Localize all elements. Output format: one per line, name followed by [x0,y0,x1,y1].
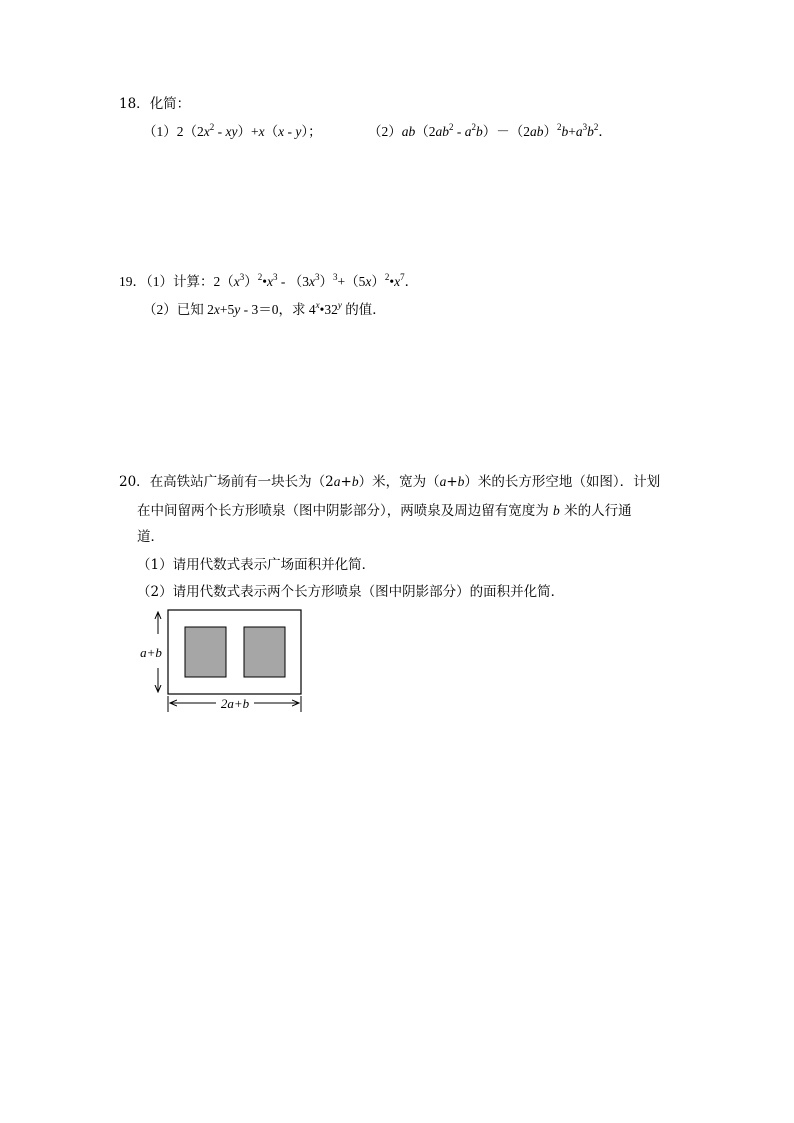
q18-part1: $(1)2(2x^2 - xy)+x(x - y)$； [143,121,322,139]
q20-line3: 道． [137,529,164,545]
q19-part1-label: （1）计算： [146,274,214,289]
q18-title: 化简： [149,96,191,112]
q19-part1: 19．（1）计算：$2(x^3)^2•x^3$ - $(3x^3)^3+(5x)^2•x^7$． [119,271,419,289]
fountain-right [244,627,285,677]
q20-number: 20． [119,474,150,490]
q20-part2: （2）请用代数式表示两个长方形喷泉（图中阴影部分）的面积并化简． [137,584,565,600]
q19-number: 19． [119,274,146,289]
plaza-figure [128,604,318,716]
q19-part2-label: （2）已知 [143,302,204,317]
q18-number: 18． [119,96,150,112]
q19-part2: （2）已知 2x+5y - 3＝0，求 4$^x$•32$^y$ 的值． [143,299,386,317]
plaza-diagram [128,604,318,716]
q20-part1: （1）请用代数式表示广场面积并化简． [137,557,376,573]
q20-line1: 20．在高铁站广场前有一块长为（2a+b）米，宽为（a+b）米的长方形空地（如图）．计划 [119,474,661,490]
fountain-left [185,627,226,677]
q18-part2: $(2)ab(2ab^2 - a^2b)-(2ab)^2b+a^3b^2$． [368,121,612,139]
q20-line2: 在中间留两个长方形喷泉（图中阴影部分），两喷泉及周边留有宽度为 b 米的人行通 [137,503,632,519]
q18-heading [119,94,190,114]
height-label: a+b [140,645,162,660]
width-label: 2a+b [220,696,250,711]
